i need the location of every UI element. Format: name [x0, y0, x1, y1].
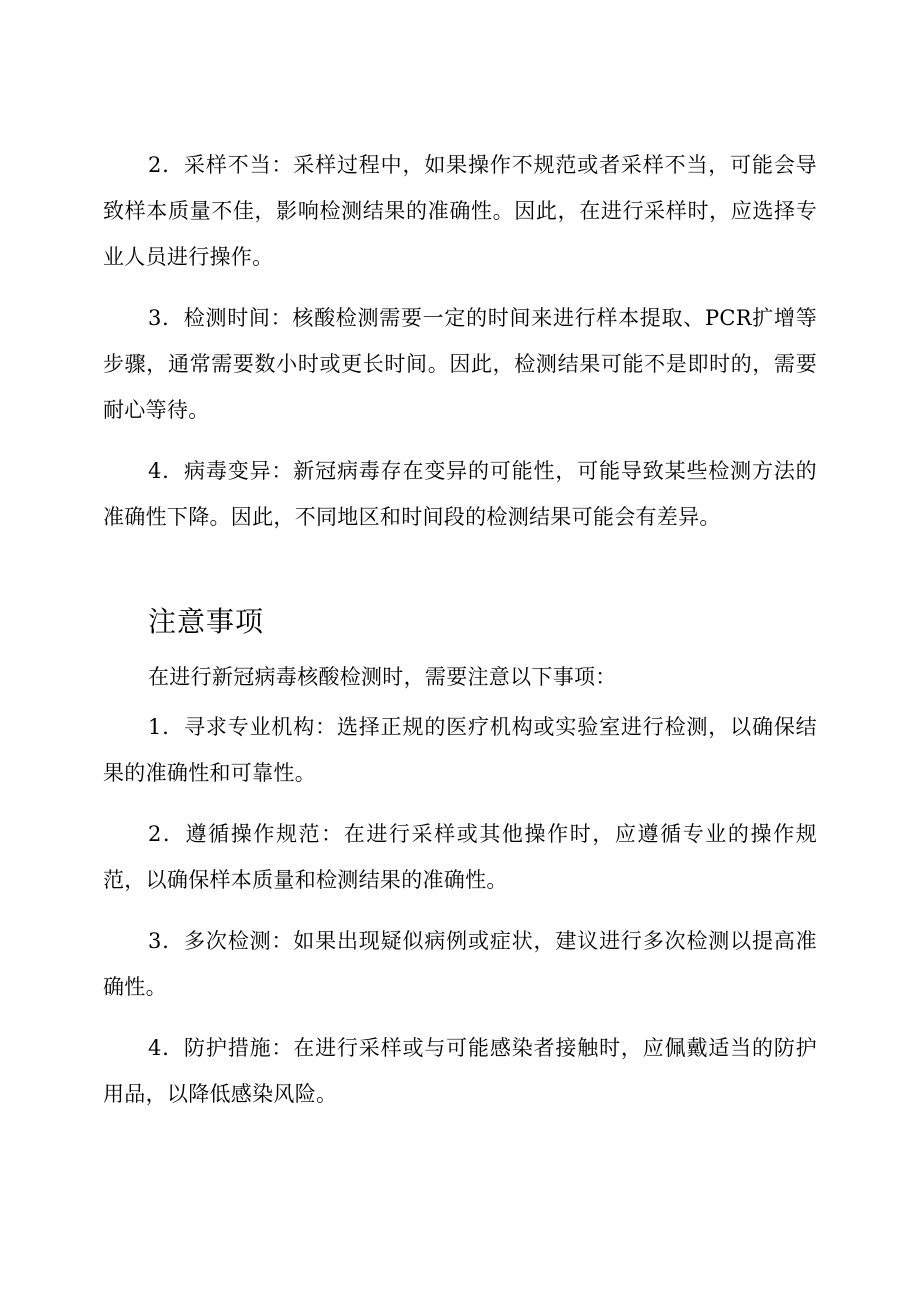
precautions-intro: 在进行新冠病毒核酸检测时，需要注意以下事项：	[148, 665, 617, 689]
factor-paragraph-sampling: 2．采样不当：采样过程中，如果操作不规范或者采样不当，可能会导致样本质量不佳，影响检测结果的准确性。因此，在进行采样时，应选择专业人员进行操作。	[103, 153, 817, 269]
precautions-section	[103, 654, 817, 1117]
section-heading-precautions: 注意事项	[148, 605, 265, 638]
precaution-item-professional-institution: 1．寻求专业机构：选择正规的医疗机构或实验室进行检测，以确保结果的准确性和可靠性。	[103, 715, 817, 785]
factors-section	[103, 142, 817, 540]
factor-paragraph-detection-time: 3．检测时间：核酸检测需要一定的时间来进行样本提取、PCR扩增等步骤，通常需要数小时或更长时间。因此，检测结果可能不是即时的，需要耐心等待。	[103, 306, 817, 422]
document-content	[103, 142, 817, 1106]
precaution-item-protective-measures: 4．防护措施：在进行采样或与可能感染者接触时，应佩戴适当的防护用品，以降低感染风险。	[103, 1036, 817, 1106]
precaution-item-multiple-tests: 3．多次检测：如果出现疑似病例或症状，建议进行多次检测以提高准确性。	[103, 929, 817, 999]
factor-paragraph-virus-mutation: 4．病毒变异：新冠病毒存在变异的可能性，可能导致某些检测方法的准确性下降。因此，不同地区和时间段的检测结果可能会有差异。	[103, 459, 817, 529]
precaution-item-operating-standards: 2．遵循操作规范：在进行采样或其他操作时，应遵循专业的操作规范，以确保样本质量和检测结果的准确性。	[103, 822, 817, 892]
